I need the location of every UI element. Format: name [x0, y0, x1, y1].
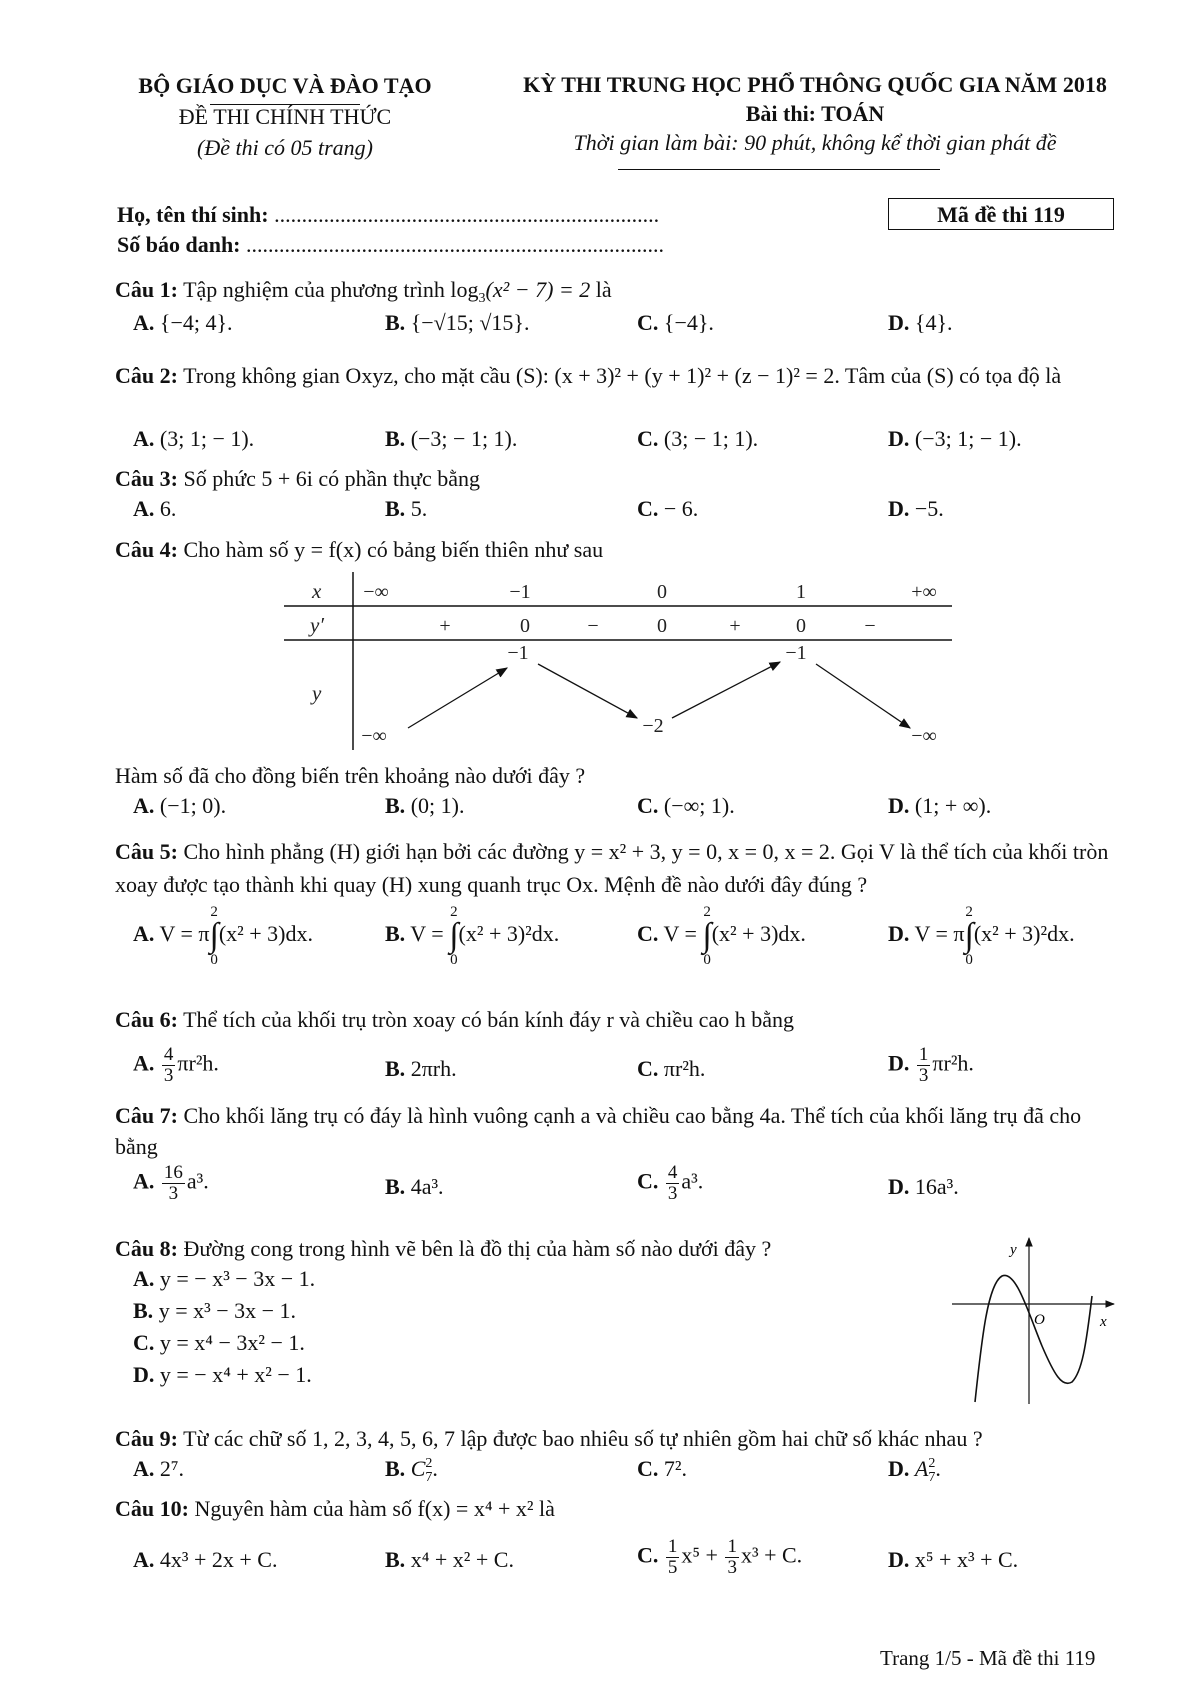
- question-text: Đường cong trong hình vẽ bên là đồ thị của hàm số nào dưới đây ?: [183, 1236, 772, 1261]
- name-dots: ......................................................................: [274, 202, 660, 227]
- q5-option-c: C. V = 2 ∫ 0(x² + 3)dx.: [637, 904, 806, 968]
- q1-option-d: D. {4}.: [888, 310, 953, 335]
- y-max-1: −1: [507, 642, 529, 664]
- y-min: −2: [642, 715, 664, 737]
- q5-option-d: D. V = π2 ∫ 0(x² + 3)²dx.: [888, 904, 1075, 968]
- q1-option-b: B. {−√15; √15}.: [385, 310, 530, 335]
- question-text: Cho hàm số y = f(x) có bảng biến thiên như sau: [183, 537, 604, 562]
- x-neg-inf: −∞: [363, 581, 389, 603]
- question-label: Câu 6:: [115, 1007, 178, 1032]
- x-pos-inf: +∞: [911, 581, 937, 603]
- y-max-2: −1: [785, 642, 807, 664]
- row-label-y: y: [312, 681, 322, 705]
- x-minus-1: −1: [509, 581, 531, 603]
- question-text: Từ các chữ số 1, 2, 3, 4, 5, 6, 7 lập được bao nhiêu số tự nhiên gồm hai chữ số khác nhau ?: [183, 1426, 983, 1451]
- y-neg-inf-right: −∞: [911, 725, 937, 747]
- x-axis-label: x: [1100, 1314, 1107, 1330]
- y-neg-inf-left: −∞: [361, 725, 387, 747]
- question-label: Câu 2:: [115, 363, 178, 388]
- header-right: [470, 70, 1160, 157]
- q2-option-c: C. (3; − 1; 1).: [637, 426, 759, 451]
- question-text: Trong không gian Oxyz, cho mặt cầu (S): (x + 3)² + (y + 1)² + (z − 1)² = 2. Tâm của (S) có tọa độ là: [183, 363, 1062, 388]
- q8-option-b: B. y = x³ − 3x − 1.: [133, 1298, 297, 1323]
- q2-option-a: A. (3; 1; − 1).: [133, 426, 255, 451]
- q7-option-c: C. $\frac{4}{3}$ a³.: [637, 1162, 704, 1204]
- math-expression: (x² − 7) = 2: [485, 277, 591, 302]
- header-left: [110, 70, 460, 163]
- question-label: Câu 4:: [115, 537, 178, 562]
- header-divider-left: [210, 104, 360, 105]
- question-text: Cho hình phẳng (H) giới hạn bởi các đường y = x² + 3, y = 0, x = 0, x = 2. Gọi V là thể tích của khối tròn xoay được tạo thành khi quay (H) xung quanh trục Ox. Mệnh đề nào dưới đây đúng ?: [115, 839, 1109, 897]
- yp-sign-4: −: [864, 615, 876, 637]
- q6-option-d: D. $\frac{1}{3}$ πr²h.: [888, 1044, 974, 1086]
- q8-option-c: C. y = x⁴ − 3x² − 1.: [133, 1330, 305, 1355]
- yp-sign-2: −: [587, 615, 599, 637]
- q9-option-a: A. 2⁷.: [133, 1456, 185, 1481]
- q4-option-c: C. (−∞; 1).: [637, 793, 735, 818]
- function-graph: [950, 1236, 1120, 1406]
- header-divider-right: [618, 169, 940, 170]
- question-4-prompt: Hàm số đã cho đồng biến trên khoảng nào dưới đây ?: [115, 763, 586, 788]
- question-text: Cho khối lăng trụ có đáy là hình vuông cạnh a và chiều cao bằng 4a. Thể tích của khối lăng trụ đã cho bằng: [115, 1103, 1082, 1159]
- q1-option-a: A. {−4; 4}.: [133, 310, 233, 335]
- x-one: 1: [796, 581, 806, 603]
- q2-option-d: D. (−3; 1; − 1).: [888, 426, 1022, 451]
- q9-option-c: C. 7².: [637, 1456, 687, 1481]
- math-log: log: [450, 277, 479, 302]
- question-5: [115, 835, 1120, 901]
- question-label: Câu 10:: [115, 1496, 189, 1521]
- y-axis-label: y: [1010, 1242, 1017, 1258]
- q8-option-d: D. y = − x⁴ + x² − 1.: [133, 1362, 312, 1387]
- q9-option-d: D. A 2 7 .: [888, 1455, 941, 1485]
- question-label: Câu 3:: [115, 466, 178, 491]
- arrow-decrease-1: [538, 664, 637, 718]
- q3-option-b: B. 5.: [385, 496, 428, 521]
- question-label: Câu 9:: [115, 1426, 178, 1451]
- question-4: [115, 534, 1120, 565]
- name-label: Họ, tên thí sinh:: [117, 202, 269, 227]
- id-dots: ............................................................................: [246, 232, 665, 257]
- question-1: [115, 274, 1120, 305]
- yp-zero-1: 0: [520, 615, 530, 637]
- yp-zero-2: 0: [657, 615, 667, 637]
- arrow-decrease-2: [816, 664, 910, 728]
- question-label: Câu 7:: [115, 1103, 178, 1128]
- question-3: [115, 463, 1120, 494]
- q10-option-d: D. x⁵ + x³ + C.: [888, 1547, 1019, 1572]
- q4-option-d: D. (1; + ∞).: [888, 793, 992, 818]
- question-label: Câu 5:: [115, 839, 178, 864]
- candidate-info: [117, 200, 664, 260]
- question-text: Nguyên hàm của hàm số f(x) = x⁴ + x² là: [194, 1496, 555, 1521]
- yp-sign-1: +: [439, 615, 451, 637]
- q7-option-a: A. $\frac{16}{3}$ a³.: [133, 1162, 209, 1204]
- question-2: [115, 360, 1120, 391]
- page-count: (Đề thi có 05 trang): [197, 135, 373, 160]
- q6-option-a: A. $\frac{4}{3}$ πr²h.: [133, 1044, 219, 1086]
- q9-option-b: B. C 2 7 .: [385, 1455, 438, 1485]
- question-6: [115, 1004, 1120, 1035]
- q4-option-a: A. (−1; 0).: [133, 793, 227, 818]
- q3-option-c: C. − 6.: [637, 496, 699, 521]
- question-text: Số phức 5 + 6i có phần thực bằng: [183, 466, 480, 491]
- time-note: Thời gian làm bài: 90 phút, không kể thời gian phát đề: [573, 130, 1057, 155]
- q2-option-b: B. (−3; − 1; 1).: [385, 426, 518, 451]
- question-text: Tập nghiệm của phương trình: [183, 277, 445, 302]
- official-exam-label: ĐỀ THI CHÍNH THỨC: [178, 104, 392, 129]
- q7-option-d: D. 16a³.: [888, 1174, 959, 1199]
- question-label: Câu 8:: [115, 1236, 178, 1261]
- arrow-increase-1: [408, 668, 507, 728]
- q6-option-b: B. 2πrh.: [385, 1056, 457, 1081]
- id-label: Số báo danh:: [117, 232, 241, 257]
- q10-option-c: C. $\frac{1}{5}$ x⁵ + $\frac{1}{3}$ x³ + C.: [637, 1536, 803, 1578]
- question-8: [115, 1233, 855, 1264]
- subject-title: Bài thi: TOÁN: [745, 101, 885, 126]
- question-10: [115, 1493, 1120, 1524]
- question-label: Câu 1:: [115, 277, 178, 302]
- q10-option-a: A. 4x³ + 2x + C.: [133, 1547, 278, 1572]
- exam-code-box: Mã đề thi 119: [888, 198, 1114, 230]
- question-text: Thể tích của khối trụ tròn xoay có bán kính đáy r và chiều cao h bằng: [183, 1007, 794, 1032]
- variation-table: [280, 572, 960, 757]
- q6-option-c: C. πr²h.: [637, 1056, 706, 1081]
- x-zero: 0: [657, 581, 667, 603]
- yp-sign-3: +: [729, 615, 741, 637]
- arrow-increase-2: [672, 662, 780, 718]
- question-7: [115, 1100, 1120, 1162]
- row-label-yprime: y′: [310, 613, 324, 637]
- q5-option-b: B. V = 2 ∫ 0(x² + 3)²dx.: [385, 904, 560, 968]
- page-footer: Trang 1/5 - Mã đề thi 119: [880, 1646, 1096, 1670]
- origin-label: O: [1034, 1312, 1045, 1328]
- question-tail: là: [595, 277, 612, 302]
- q7-option-b: B. 4a³.: [385, 1174, 444, 1199]
- question-9: [115, 1423, 1120, 1454]
- exam-title: KỲ THI TRUNG HỌC PHỔ THÔNG QUỐC GIA NĂM 2018: [523, 72, 1107, 97]
- ministry-name: BỘ GIÁO DỤC VÀ ĐÀO TẠO: [138, 73, 432, 98]
- math-log-base: 3: [478, 291, 486, 306]
- q5-option-a: A. V = π2 ∫ 0(x² + 3)dx.: [133, 904, 313, 968]
- q4-option-b: B. (0; 1).: [385, 793, 465, 818]
- q3-option-d: D. −5.: [888, 496, 944, 521]
- cubic-curve: [975, 1275, 1092, 1402]
- q8-option-a: A. y = − x³ − 3x − 1.: [133, 1266, 316, 1291]
- q10-option-b: B. x⁴ + x² + C.: [385, 1547, 514, 1572]
- row-label-x: x: [312, 579, 322, 603]
- q3-option-a: A. 6.: [133, 496, 177, 521]
- q1-option-c: C. {−4}.: [637, 310, 714, 335]
- yp-zero-3: 0: [796, 615, 806, 637]
